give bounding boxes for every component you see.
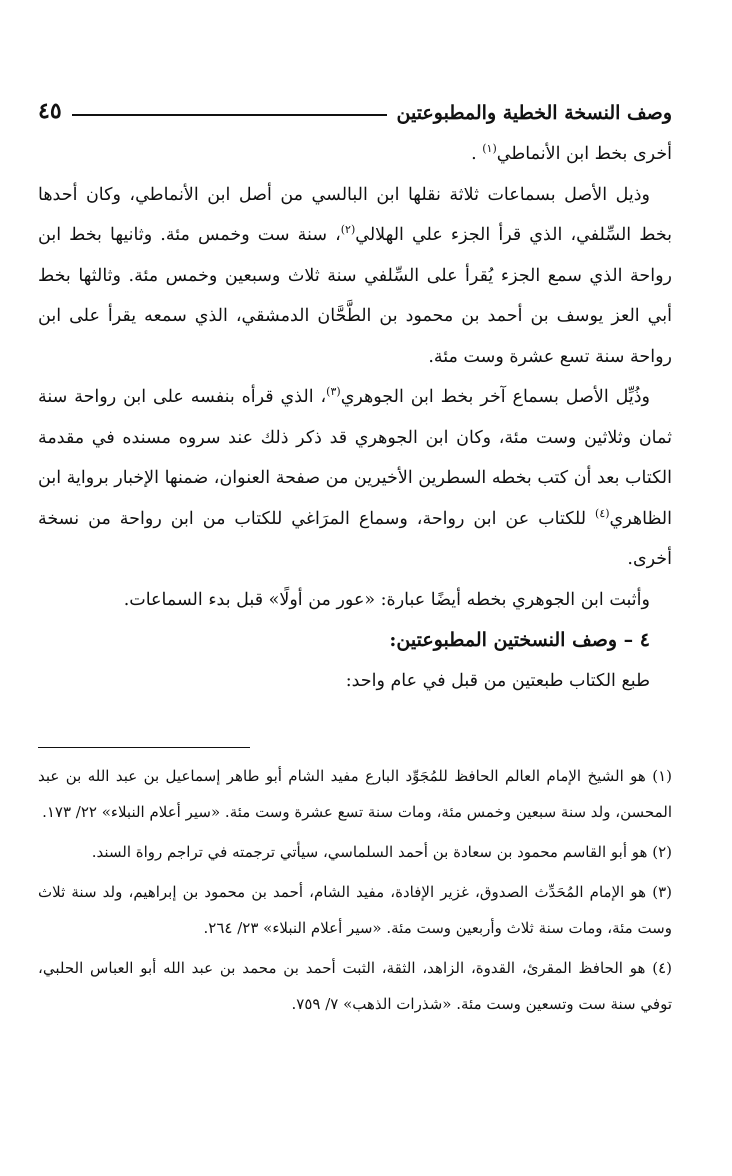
page-number: ٤٥ bbox=[38, 98, 62, 124]
footnote-3: (٣) هو الإمام المُحَدِّث الصدوق، غزير الإفادة، مفيد الشام، أحمد بن محمود بن إبراهيم، ولد سنة ثلاث وست مئة، ومات سنة ثلاث وأربعين وست مئة. «سير أعلام النبلاء» ٢٣/ ٢٦٤. bbox=[38, 883, 672, 937]
paragraph-1-text: أخرى بخط ابن الأنماطي bbox=[496, 144, 672, 164]
paragraph-3-text-b: ، الذي قرأه بنفسه على ابن رواحة سنة ثمان وثلاثين وست مئة، وكان ابن الجوهري قد ذكر ذلك عند سروه مسنده في مقدمة الكتاب بعد أن كتب بخطه السطرين الأخيرين من صفحة العنوان، ضمنها الإخبار برواية ابن الظاهري bbox=[38, 387, 672, 529]
footnote-separator bbox=[38, 747, 250, 748]
footnote-2: (٢) هو أبو القاسم محمود بن سعادة بن أحمد السلماسي، سيأتي ترجمته في تراجم رواة السند. bbox=[91, 843, 672, 861]
paragraph-2-text-a: وذيل الأصل بسماعات ثلاثة نقلها ابن البالسي من أصل ابن الأنماطي، وكان أحدها بخط السِّلفي، الذي قرأ الجزء علي الهلالي bbox=[38, 184, 673, 245]
paragraph-5: طبع الكتاب طبعتين من قبل في عام واحد: bbox=[345, 670, 650, 691]
running-title: وصف النسخة الخطية والمطبوعتين bbox=[396, 102, 672, 124]
main-text bbox=[38, 134, 672, 701]
paragraph-3-text-a: وذُيِّل الأصل بسماع آخر بخط ابن الجوهري bbox=[340, 387, 650, 407]
paragraph-3 bbox=[38, 377, 672, 580]
footnote-ref-4: (٤) bbox=[595, 506, 610, 520]
paragraph-3-text-c: للكتاب عن ابن رواحة، وسماع المرَاغي للكتاب من ابن رواحة من نسخة أخرى. bbox=[38, 508, 672, 569]
paragraph-2 bbox=[38, 175, 672, 378]
paragraph-1-end: . bbox=[471, 144, 483, 164]
footnote-ref-3: (٣) bbox=[326, 385, 341, 399]
footnote-ref-2: (٢) bbox=[340, 223, 356, 237]
paragraph-1 bbox=[38, 134, 672, 175]
footnote-separator-wrap bbox=[38, 701, 672, 748]
paragraph-2-text-b: ، سنة ست وخمس مئة. وثانيها بخط ابن رواحة الذي سمع الجزء يُقرأ على السِّلفي سنة ثلاث وسبعين وخمس مئة. وثالثها بخط أبي العز يوسف بن أحمد بن محمود بن الطَّحَّان الدمشقي، الذي سمعه يقرأ على ابن رواحة سنة تسع عشرة وست مئة. bbox=[38, 225, 672, 367]
header-rule bbox=[72, 114, 387, 116]
running-header bbox=[38, 84, 672, 124]
book-page bbox=[38, 84, 672, 1026]
footnote-ref-1: (١) bbox=[482, 142, 497, 156]
paragraph-4: وأثبت ابن الجوهري بخطه أيضًا عبارة: «عور من أولًا» قبل بدء السماعات. bbox=[123, 589, 650, 610]
footnote-1: (١) هو الشيخ الإمام العالم الحافظ للمُجَوِّد البارع مفيد الشام أبو طاهر إسماعيل بن عبد الله بن عبد المحسن، ولد سنة سبعين وخمس مئة، ومات سنة تسع عشرة وست مئة. «سير أعلام النبلاء» ٢٢/ ١٧٣. bbox=[38, 767, 672, 821]
footnotes bbox=[38, 758, 672, 1022]
section-heading: ٤ – وصف النسختين المطبوعتين: bbox=[389, 629, 650, 651]
footnote-4: (٤) هو الحافظ المقرئ، القدوة، الزاهد، الثقة، الثبت أحمد بن محمد بن عبد الله أبو العباس الحلبي، توفي سنة ست وتسعين وست مئة. «شذرات الذهب» ٧/ ٧٥٩. bbox=[38, 959, 672, 1013]
